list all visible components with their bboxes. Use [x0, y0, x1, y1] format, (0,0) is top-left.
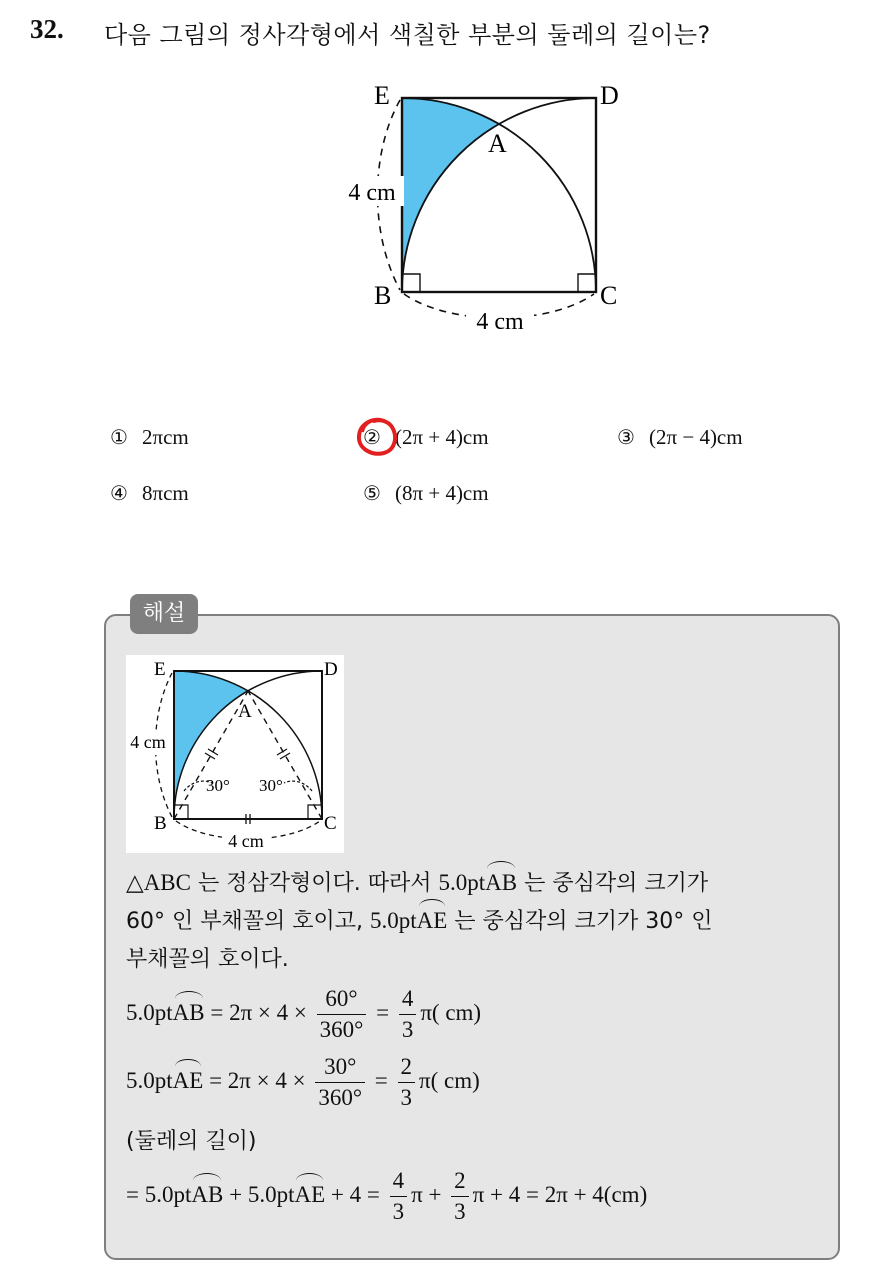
sol-angle-arc-C: [284, 781, 312, 791]
label-side-left: 4 cm: [348, 180, 396, 206]
sol-label-E: E: [154, 659, 166, 680]
sol-label-side-left: 4 cm: [130, 732, 166, 752]
solution-figure: [126, 655, 344, 853]
choice-1[interactable]: ① 2πcm: [110, 425, 189, 449]
sol-label-D: D: [324, 659, 338, 680]
solution-line-2: 60° 인 부채꼴의 호이고, 5.0ptAE 는 중심각의 크기가 30° 인: [126, 908, 713, 934]
label-E: E: [374, 81, 390, 110]
choice-4[interactable]: ④ 8πcm: [110, 481, 189, 505]
label-C: C: [600, 281, 618, 310]
solution-line-6: (둘레의 길이): [126, 1129, 257, 1154]
sol-dashed-CA: [248, 691, 322, 819]
right-angle-B: [402, 274, 420, 292]
arc-AB-symbol: AB: [485, 870, 518, 895]
label-side-bottom: 4 cm: [476, 309, 524, 335]
sol-shaded-region: [174, 671, 248, 819]
main-figure: [330, 74, 640, 344]
shaded-region: [402, 98, 499, 292]
solution-eq-1: 5.0ptAB = 2π × 4 × $\frac{60^\circ}{360^\circ}$ = $\frac{4}{3}$ π( cm): [126, 986, 482, 1042]
arc-AE-symbol: AE: [416, 908, 448, 933]
solution-eq-3: = 5.0ptAB + 5.0ptAE + 4 = $\frac{4}{3}$ π + $\frac{2}{3}$ π + 4 = 2π + 4(cm): [126, 1168, 648, 1224]
sol-label-A: A: [238, 701, 252, 722]
sol-label-B: B: [154, 813, 167, 834]
solution-tab: 해설: [130, 594, 198, 634]
sol-angle-left: 30°: [206, 776, 230, 795]
sol-label-side-bottom: 4 cm: [228, 831, 264, 851]
solution-line-1: △ABC 는 정삼각형이다. 따라서 5.0ptAB 는 중심각의 크기가: [126, 870, 709, 896]
answer-circle-mark: [354, 415, 400, 459]
sol-tick-CA: [277, 749, 290, 759]
choice-5[interactable]: ⑤ (8π + 4)cm: [363, 481, 489, 505]
solution-line-3: 부채꼴의 호이다.: [126, 947, 289, 972]
label-D: D: [600, 81, 619, 110]
solution-eq-2: 5.0ptAE = 2π × 4 × $\frac{30^\circ}{360^\circ}$ = $\frac{2}{3}$ π( cm): [126, 1054, 480, 1110]
right-angle-C: [578, 274, 596, 292]
sol-tick-BA: [205, 749, 218, 759]
choice-3[interactable]: ③ (2π − 4)cm: [617, 425, 743, 449]
label-B: B: [374, 281, 392, 310]
question-number: 32.: [30, 14, 64, 44]
label-A: A: [488, 129, 507, 158]
question-text: 다음 그림의 정사각형에서 색칠한 부분의 둘레의 길이는?: [104, 21, 711, 49]
choice-2[interactable]: ② (2π + 4)cm: [363, 425, 489, 449]
sol-angle-right: 30°: [259, 776, 283, 795]
sol-label-C: C: [324, 813, 337, 834]
